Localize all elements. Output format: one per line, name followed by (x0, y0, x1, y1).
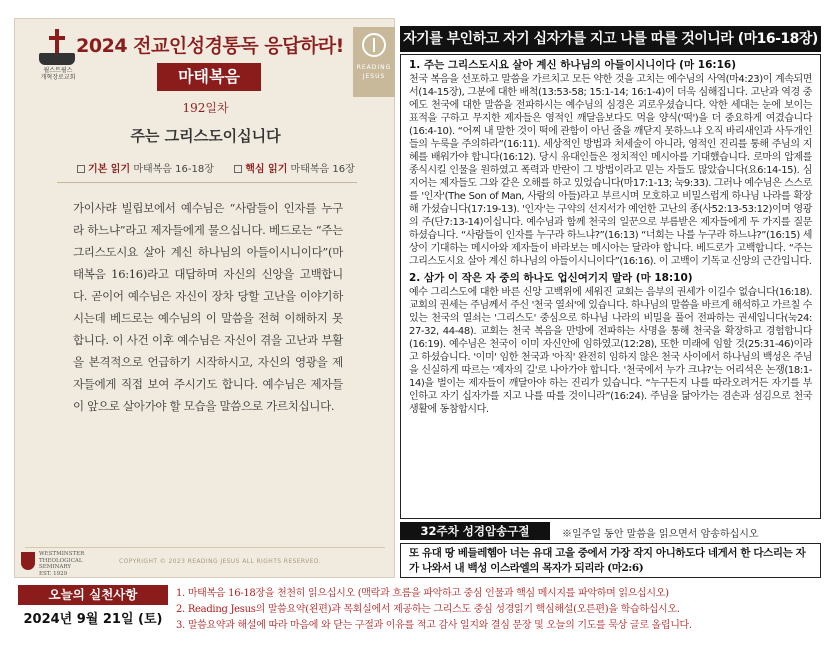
section-body: 천국 복음을 선포하고 말씀을 가르치고 모든 약한 것을 고치는 예수님의 사역(마4:23)이 계속되면서(14-15장), 그분에 대한 배척(13:53-58; 15:1-14; 16:1-4)이 더욱 심해집니다. 고난과 역경 중에도 천국에 대한 말씀을 전파하시는 예수님의 심경은 괴로우셨습니다. 악한 세대는 눈에 보이는 표적을 구하고 무지한 제자들은 영적인 깨달음보다도 먹을 양식('떡')을 더 중요하게 여겼습니다(16:4-10). “어찌 내 말한 것이 떡에 관함이 아닌 줄을 깨닫지 못하느냐 오직 바리새인과 사두개인들의 누룩을 주의하라”(16:11). 세상적인 방법과 처세술이 아니라, 영적인 진리를 통해 주님의 지혜를 배워가야 합니다(16:12). 당시 유대인들은 정치적인 메시아를 기대했습니다. 로마의 압제를 종식시킬 인물을 원하였고 폭력과 반란이 그 방법이라고 믿는 자들도 많았습니다(요6:14-15). 심지어는 제자들도 그와 같은 오해를 하고 있었습니다(마17:1-13; 눅9:33). 그러나 예수님은 스스로를 '인자'(The Son of Man, 사람의 아들)라고 부르시며 모호하고 비밀스럽게 하나님 나라를 확장해 가셨습니다(17:19-13). '인자'는 구약의 선지서가 예언한 고난의 종(사52:13-53:12)이며 영광의 주(단7:13-14)이십니다. 예수님과 함께 천국의 일꾼으로 부름받은 제자들에게 두 가지를 질문하셨습니다. “사람들이 인자를 누구라 하느냐?”(16:13) “너희는 나를 누구라 하느냐?”(16:15) 세상이 기대하는 메시아와 제자들이 바라보는 메시아는 달라야 합니다. 베드로가 고백합니다. “주는 그리스도시요 살아 계신 하나님의 아들이시니이다”(16:16). 이 고백이 기독교 신앙의 근간입니다. (409, 74, 812, 267)
card-heading: 주는 그리스도이십니다 (130, 127, 281, 145)
day-label: 192일차 (182, 101, 229, 115)
section-body: 예수 그리스도에 대한 바른 신앙 고백위에 세워진 교회는 음부의 권세가 이길수 없습니다(16:18). 교회의 권세는 주님께서 주신 '천국 열쇠'에 있습니다. 하나님의 말씀을 바르게 해석하고 가르칠 수 있는 천국의 열쇠는 '그리스도' 중심으로 하나님 나라의 비밀을 풀어 전파하는 권세입니다(눅24: 27-32, 44-48). 교회는 천국 복음을 만방에 전파하는 사명을 통해 천국을 확장하고 경험합니다(16:19). 예수님은 천국이 이미 자신안에 임하였고(12:28), 또한 미래에 임할 것(25:31-46)이라고 하셨습니다. '이미' 임한 천국과 '아직' 완전히 임하지 않은 천국 사이에서 하나님의 백성은 주님을 신실하게 따르는 '제자의 길'로 나아가야 합니다. '천국에서 누가 크냐?'는 어리석은 논쟁(18:1-14)을 벌이는 제자들이 깨달아야 하는 진리가 있습니다. “누구든지 나를 따라오려거든 자기를 부인하고 자기 십자가를 지고 나를 따를 것이니라”(16:24). 주님을 닮아가는 겸손과 섬김으로 천국 생활에 동참합시다. (409, 287, 812, 415)
commentary-header: 자기를 부인하고 자기 십자가를 지고 나를 따를 것이니라 (마16-18장) (400, 26, 821, 52)
core-reading-label: 핵심 읽기 (245, 164, 288, 175)
divider (25, 547, 385, 548)
devotional-card (14, 18, 395, 578)
reading-assignments (77, 160, 355, 175)
section-title: 2. 삼가 이 작은 자 중의 하나도 업신여기지 말라 (마 18:10) (409, 272, 693, 284)
practice-item: 1. 마태복음 16-18장을 천천히 읽으십시오 (맥락과 흐름을 파악하고 중심 인물과 핵심 메시지를 파악하며 읽으십시오) (176, 588, 669, 599)
practice-item: 3. 말씀요약과 해설에 따라 마음에 와 닫는 구절과 이유를 적고 감사 일지와 결심 문장 및 오늘의 기도를 묵상 글로 올립니다. (176, 620, 692, 631)
checkbox-icon (234, 165, 242, 173)
practice-item: 2. Reading Jesus의 말씀요약(왼편)과 목회실에서 제공하는 그리스도 중심 성경읽기 핵심해설(오른편)을 학습하십시오. (176, 604, 680, 615)
divider (57, 182, 357, 183)
card-body-text: 가이사랴 빌립보에서 예수님은 “사람들이 인자를 누구라 하느냐”라고 제자들에게 물으십니다. 베드로는 “주는 그리스도시요 살아 계신 하나님의 아들이시니이다”(마태복음 16:16)라고 대답하며 자신의 신앙을 고백합니다. 곧이어 예수님은 자신이 장차 당할 고난을 이야기하시는데 베드로는 예수님의 이 말씀을 전혀 이해하지 못합니다. 이 사건 이후 예수님은 자신이 겪을 고난과 부활을 본격적으로 언급하기 시작하시고, 자신의 영광을 제자들에게 직접 보여 주시기도 합니다. 예수님은 제자들이 앞으로 살아가야 할 모습을 말씀으로 가르치십니다. (73, 201, 343, 413)
memory-verse-tag: 32주차 성경암송구절 (400, 522, 550, 540)
practice-date: 2024년 9월 21일 (토) (23, 612, 163, 627)
reading-jesus-badge (353, 27, 395, 97)
practice-title: 오늘의 실천사항 (18, 585, 168, 605)
commentary-box (400, 54, 821, 519)
basic-reading-value: 마태복음 16-18장 (133, 164, 214, 175)
reading-jesus-logo-icon (362, 33, 386, 57)
core-reading-value: 마태복음 16장 (290, 164, 355, 175)
contest-title: 2024 전교인성경통독 응답하라! (76, 35, 344, 57)
seminary-logo (21, 550, 111, 577)
basic-reading-label: 기본 읽기 (88, 164, 131, 175)
bible-icon (39, 53, 75, 65)
memory-verse: 또 유대 땅 베들레헴아 너는 유대 고을 중에서 가장 작지 아니하도다 네게서 한 다스리는 자가 나와서 내 백성 이스라엘의 목자가 되리라 (마2:6) (400, 543, 821, 578)
church-name: 윌스트윌스 개혁장로교회 (40, 67, 76, 81)
practice-list (176, 586, 826, 634)
book-banner: 마태복음 (157, 63, 261, 91)
checkbox-icon (77, 165, 85, 173)
seminary-shield-icon (21, 552, 35, 570)
copyright: COPYRIGHT © 2023 READING JESUS ALL RIGHTS RESERVED. (119, 558, 322, 565)
seminary-name: WESTMINSTER THEOLOGICAL SEMINARY EST. 1929 (39, 551, 85, 577)
memory-verse-note: ※일주일 동안 말씀을 읽으면서 암송하십시오 (562, 529, 759, 540)
reading-jesus-label: READING JESUS (356, 64, 392, 80)
section-title: 1. 주는 그리스도시요 살아 계신 하나님의 아들이시니이다 (마 16:16) (409, 59, 736, 71)
